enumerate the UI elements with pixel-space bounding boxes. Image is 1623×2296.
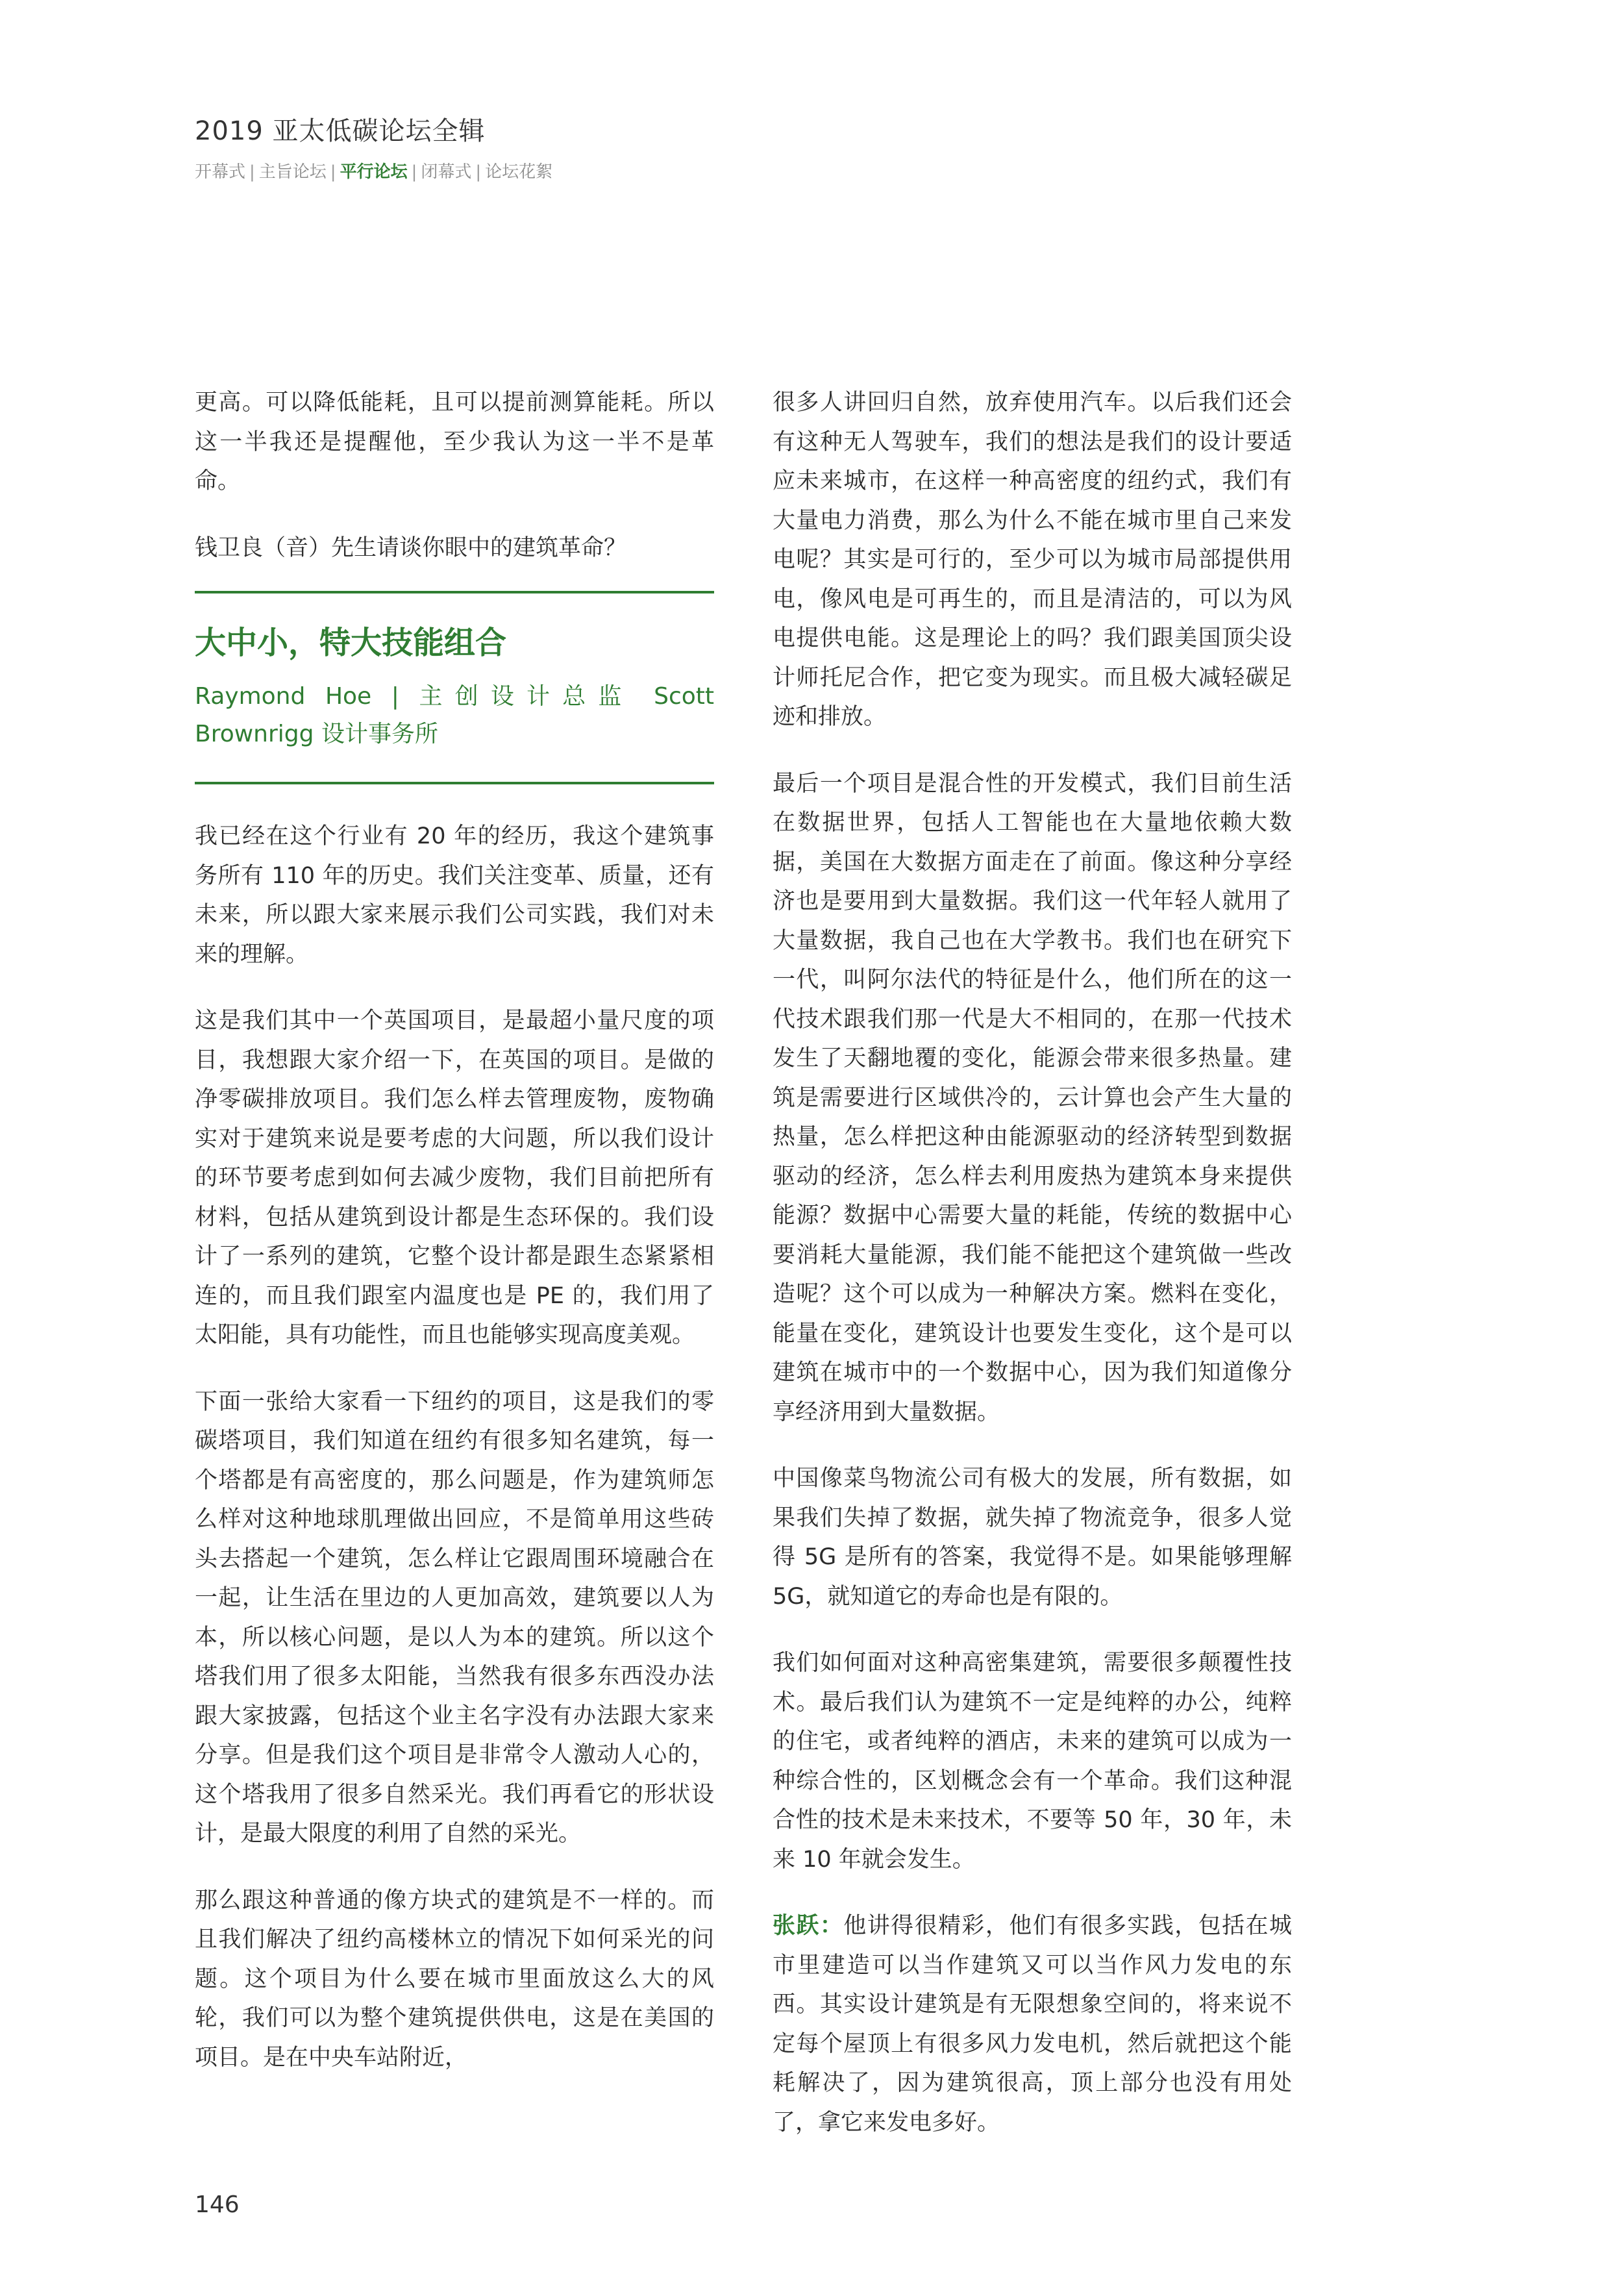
section-heading-block <box>195 591 714 784</box>
page-number: 146 <box>195 2191 240 2218</box>
section-breadcrumb <box>195 158 552 182</box>
paragraph: 更高。可以降低能耗，且可以提前测算能耗。所以这一半我还是提醒他，至少我认为这一半不是革命。 <box>195 390 714 494</box>
speaker-subtitle: Raymond Hoe | 主创设计总监 Scott Brownrigg 设计事务所 <box>195 683 714 747</box>
left-column <box>195 383 714 2104</box>
paragraph: 那么跟这种普通的像方块式的建筑是不一样的。而且我们解决了纽约高楼林立的情况下如何采光的问题。这个项目为什么要在城市里面放这么大的风轮，我们可以为整个建筑提供供电，这是在美国的项目。是在中央车站附近， <box>195 1887 714 2071</box>
right-column <box>773 383 1292 2169</box>
nav-item-opening[interactable]: 开幕式 <box>195 162 246 182</box>
paragraph: 我们如何面对这种高密集建筑，需要很多颠覆性技术。最后我们认为建筑不一定是纯粹的办公，纯粹的住宅，或者纯粹的酒店，未来的建筑可以成为一种综合性的，区划概念会有一个革命。我们这种混合性的技术是未来技术，不要等 50 年，30 年，未来 10 年就会发生。 <box>773 1650 1292 1873</box>
nav-separator: | <box>411 162 417 182</box>
paragraph: 下面一张给大家看一下纽约的项目，这是我们的零碳塔项目，我们知道在纽约有很多知名建筑，每一个塔都是有高密度的，那么问题是，作为建筑师怎么样对这种地球肌理做出回应，不是简单用这些砖头去搭起一个建筑，怎么样让它跟周围环境融合在一起，让生活在里边的人更加高效，建筑要以人为本，所以核心问题，是以人为本的建筑。所以这个塔我们用了很多太阳能，当然我有很多东西没办法跟大家披露，包括这个业主名字没有办法跟大家来分享。但是我们这个项目是非常令人激动人心的，这个塔我用了很多自然采光。我们再看它的形状设计，是最大限度的利用了自然的采光。 <box>195 1388 714 1847</box>
nav-item-closing[interactable]: 闭幕式 <box>421 162 472 182</box>
paragraph: 这是我们其中一个英国项目，是最超小量尺度的项目，我想跟大家介绍一下，在英国的项目。是做的净零碳排放项目。我们怎么样去管理废物，废物确实对于建筑来说是要考虑的大问题，所以我们设计的环节要考虑到如何去减少废物，我们目前把所有材料，包括从建筑到设计都是生态环保的。我们设计了一系列的建筑，它整个设计都是跟生态紧紧相连的，而且我们跟室内温度也是 PE 的，我们用了太阳能，具有功能性，而且也能够实现高度美观。 <box>195 1008 714 1348</box>
speaker-name: 张跃： <box>773 1913 844 1939</box>
section-title: 大中小，特大技能组合 <box>195 625 507 661</box>
moderator-remark <box>773 1906 1292 2142</box>
nav-item-highlights[interactable]: 论坛花絮 <box>485 162 553 182</box>
publication-title: 2019 亚太低碳论坛全辑 <box>195 116 486 146</box>
nav-separator: | <box>475 162 482 182</box>
question-paragraph: 钱卫良（音）先生请谈你眼中的建筑革命？ <box>195 534 627 561</box>
nav-item-parallel-forum[interactable]: 平行论坛 <box>340 162 408 182</box>
paragraph: 我已经在这个行业有 20 年的经历，我这个建筑事务所有 110 年的历史。我们关注变革、质量，还有未来，所以跟大家来展示我们公司实践，我们对未来的理解。 <box>195 823 714 967</box>
paragraph: 很多人讲回归自然，放弃使用汽车。以后我们还会有这种无人驾驶车，我们的想法是我们的设计要适应未来城市，在这样一种高密度的纽约式，我们有大量电力消费，那么为什么不能在城市里自己来发电呢？其实是可行的，至少可以为城市局部提供用电，像风电是可再生的，而且是清洁的，可以为风电提供电能。这是理论上的吗？我们跟美国顶尖设计师托尼合作，把它变为现实。而且极大减轻碳足迹和排放。 <box>773 390 1292 730</box>
paragraph: 中国像菜鸟物流公司有极大的发展，所有数据，如果我们失掉了数据，就失掉了物流竞争，很多人觉得 5G 是所有的答案，我觉得不是。如果能够理解 5G，就知道它的寿命也是有限的。 <box>773 1466 1292 1610</box>
remark-text: 他讲得很精彩，他们有很多实践，包括在城市里建造可以当作建筑又可以当作风力发电的东西。其实设计建筑是有无限想象空间的，将来说不定每个屋顶上有很多风力发电机，然后就把这个能耗解决了，因为建筑很高，顶上部分也没有用处了，拿它来发电多好。 <box>773 1913 1292 2136</box>
section-rule-top <box>195 591 714 593</box>
section-rule-bottom <box>195 782 714 784</box>
nav-separator: | <box>330 162 336 182</box>
nav-separator: | <box>249 162 255 182</box>
nav-item-keynote[interactable]: 主旨论坛 <box>258 162 327 182</box>
paragraph: 最后一个项目是混合性的开发模式，我们目前生活在数据世界，包括人工智能也在大量地依赖大数据，美国在大数据方面走在了前面。像这种分享经济也是要用到大量数据。我们这一代年轻人就用了大量数据，我自己也在大学教书。我们也在研究下一代，叫阿尔法代的特征是什么，他们所在的这一代技术跟我们那一代是大不相同的，在那一代技术发生了天翻地覆的变化，能源会带来很多热量。建筑是需要进行区域供冷的，云计算也会产生大量的热量，怎么样把这种由能源驱动的经济转型到数据驱动的经济，怎么样去利用废热为建筑本身来提供能源？数据中心需要大量的耗能，传统的数据中心要消耗大量能源，我们能不能把这个建筑做一些改造呢？这个可以成为一种解决方案。燃料在变化，能量在变化，建筑设计也要发生变化，这个是可以建筑在城市中的一个数据中心，因为我们知道像分享经济用到大量数据。 <box>773 770 1292 1425</box>
